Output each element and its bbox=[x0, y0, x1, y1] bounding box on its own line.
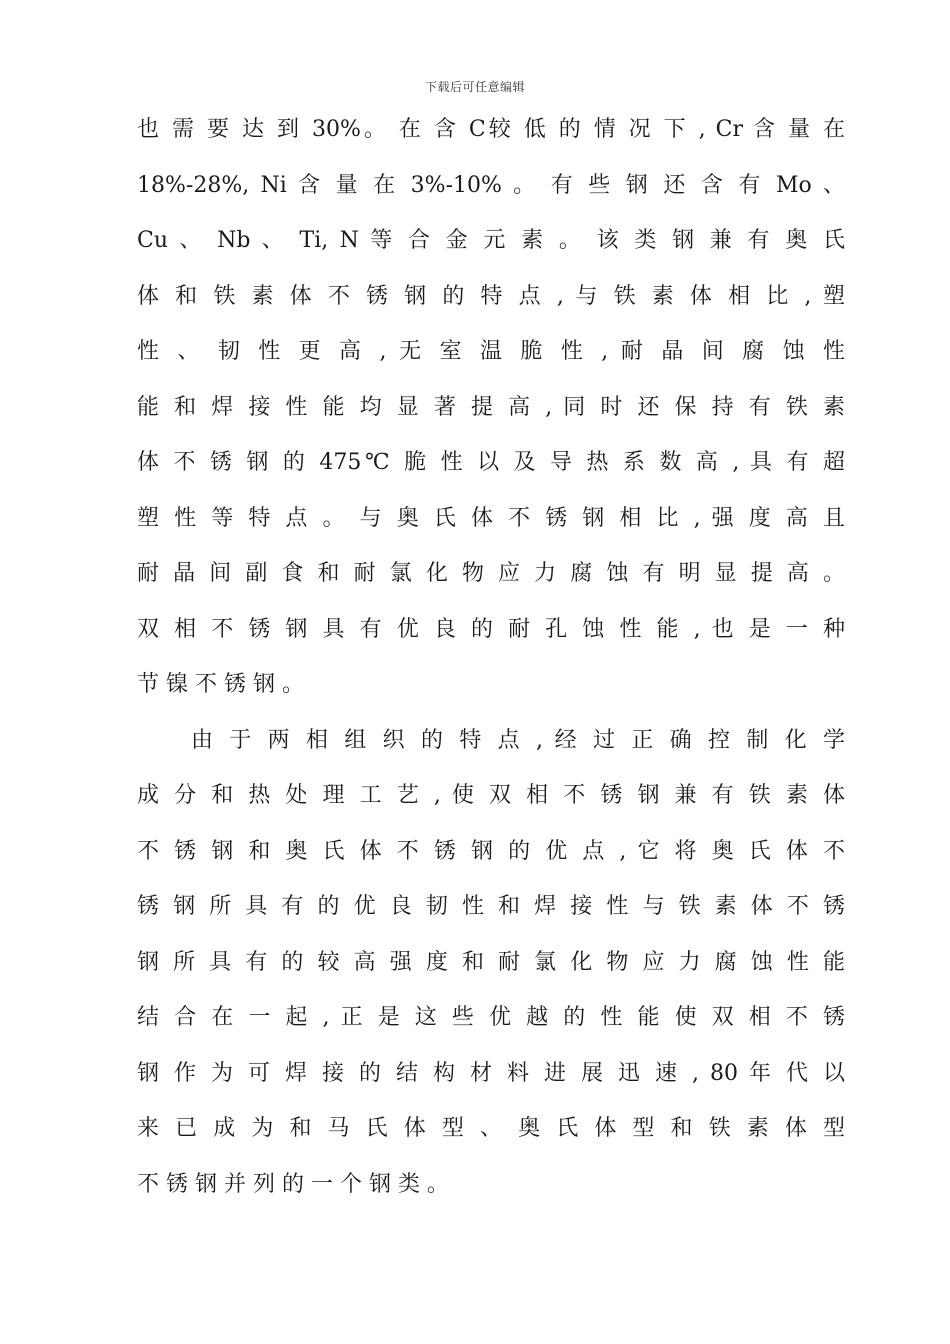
text-line: Cu 、 Nb 、 Ti, N 等 合 金 元 素 。 该 类 钢 兼 有 奥 氏 bbox=[137, 228, 845, 253]
page-header: 下载后可任意编辑 bbox=[424, 80, 525, 94]
text-line: 不 锈 钢 并 列 的 一 个 钢 类 。 bbox=[137, 1171, 449, 1197]
text-line: 钢 所 具 有 的 较 高 强 度 和 耐 氯 化 物 应 力 腐 蚀 性 能 bbox=[137, 949, 845, 975]
text-line: 体 不 锈 钢 的 475℃ 脆 性 以 及 导 热 系 数 高 , 具 有 超 bbox=[137, 450, 845, 475]
text-line: 锈 钢 所 具 有 的 优 良 韧 性 和 焊 接 性 与 铁 素 体 不 锈 bbox=[137, 894, 845, 919]
text-line: 性 、 韧 性 更 高 , 无 室 温 脆 性 , 耐 晶 间 腐 蚀 性 bbox=[137, 339, 845, 364]
document-body bbox=[137, 102, 845, 1212]
text-line: 塑 性 等 特 点 。 与 奥 氏 体 不 锈 钢 相 比 , 强 度 高 且 bbox=[137, 505, 845, 531]
text-line: 体 和 铁 素 体 不 锈 钢 的 特 点 , 与 铁 素 体 相 比 , 塑 bbox=[137, 283, 845, 309]
text-line: 也 需 要 达 到 30%。 在 含 C较 低 的 情 况 下 , Cr 含 量 在 bbox=[137, 117, 845, 142]
text-line: 不 锈 钢 和 奥 氏 体 不 锈 钢 的 优 点 , 它 将 奥 氏 体 不 bbox=[137, 838, 845, 864]
text-line: 结 合 在 一 起 , 正 是 这 些 优 越 的 性 能 使 双 相 不 锈 bbox=[137, 1005, 845, 1030]
text-line: 耐 晶 间 副 食 和 耐 氯 化 物 应 力 腐 蚀 有 明 显 提 高 。 bbox=[137, 561, 845, 586]
text-line: 成 分 和 热 处 理 工 艺 , 使 双 相 不 锈 钢 兼 有 铁 素 体 bbox=[137, 783, 845, 808]
text-line: 能 和 焊 接 性 能 均 显 著 提 高 , 同 时 还 保 持 有 铁 素 bbox=[137, 394, 845, 420]
text-line: 18%-28%, Ni 含 量 在 3%-10% 。 有 些 钢 还 含 有 Mo 、 bbox=[137, 172, 845, 198]
text-line: 节 镍 不 锈 钢 。 bbox=[137, 672, 304, 697]
text-line: 由 于 两 相 组 织 的 特 点 , 经 过 正 确 控 制 化 学 bbox=[191, 727, 845, 753]
paragraph-2 bbox=[137, 713, 845, 1213]
text-line: 双 相 不 锈 钢 具 有 优 良 的 耐 孔 蚀 性 能 , 也 是 一 种 bbox=[137, 616, 845, 642]
paragraph-1 bbox=[137, 102, 845, 713]
text-line: 来 已 成 为 和 马 氏 体 型 、 奥 氏 体 型 和 铁 素 体 型 bbox=[137, 1116, 845, 1141]
text-line: 钢 作 为 可 焊 接 的 结 构 材 料 进 展 迅 速 , 80 年 代 以 bbox=[137, 1060, 845, 1086]
